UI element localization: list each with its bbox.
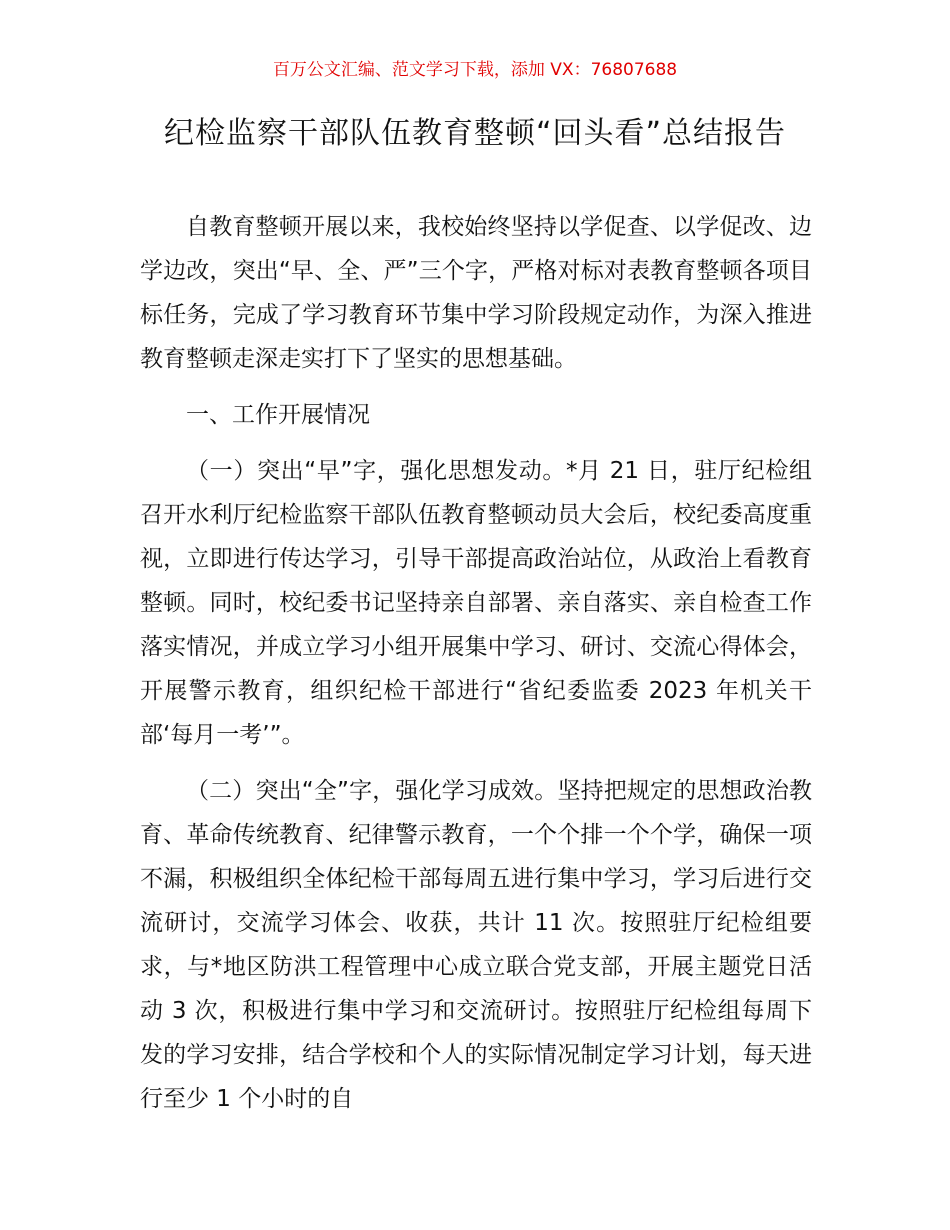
- document-body: [140, 205, 812, 1133]
- document-title: 纪检监察干部队伍教育整顿“回头看”总结报告: [163, 116, 787, 151]
- section-heading: 一、工作开展情况: [186, 402, 370, 428]
- watermark-text: 百万公文汇编、范文学习下载，添加 VX：76807688: [272, 60, 678, 80]
- body-paragraph: （二）突出“全”字，强化学习成效。坚持把规定的思想政治教育、革命传统教育、纪律警示教育，一个个排一个个学，确保一项不漏，积极组织全体纪检干部每周五进行集中学习，学习后进行交流研讨，交流学习体会、收获，共计 11 次。按照驻厅纪检组要求，与*地区防洪工程管理中心成立联合党支部，开展主题党日活动 3 次，积极进行集中学习和交流研讨。按照驻厅纪检组每周下发的学习安排，结合学校和个人的实际情况制定学习计划，每天进行至少 1 个小时的自: [140, 778, 812, 1112]
- intro-paragraph: 自教育整顿开展以来，我校始终坚持以学促查、以学促改、边学边改，突出“早、全、严”三个字，严格对标对表教育整顿各项目标任务，完成了学习教育环节集中学习阶段规定动作，为深入推进教育整顿走深走实打下了坚实的思想基础。: [140, 214, 812, 372]
- body-paragraph: （一）突出“早”字，强化思想发动。*月 21 日，驻厅纪检组召开水利厅纪检监察干部队伍教育整顿动员大会后，校纪委高度重视，立即进行传达学习，引导干部提高政治站位，从政治上看教育整顿。同时，校纪委书记坚持亲自部署、亲自落实、亲自检查工作落实情况，并成立学习小组开展集中学习、研讨、交流心得体会，开展警示教育，组织纪检干部进行“省纪委监委 2023 年机关干部‘每月一考’”。: [140, 458, 812, 748]
